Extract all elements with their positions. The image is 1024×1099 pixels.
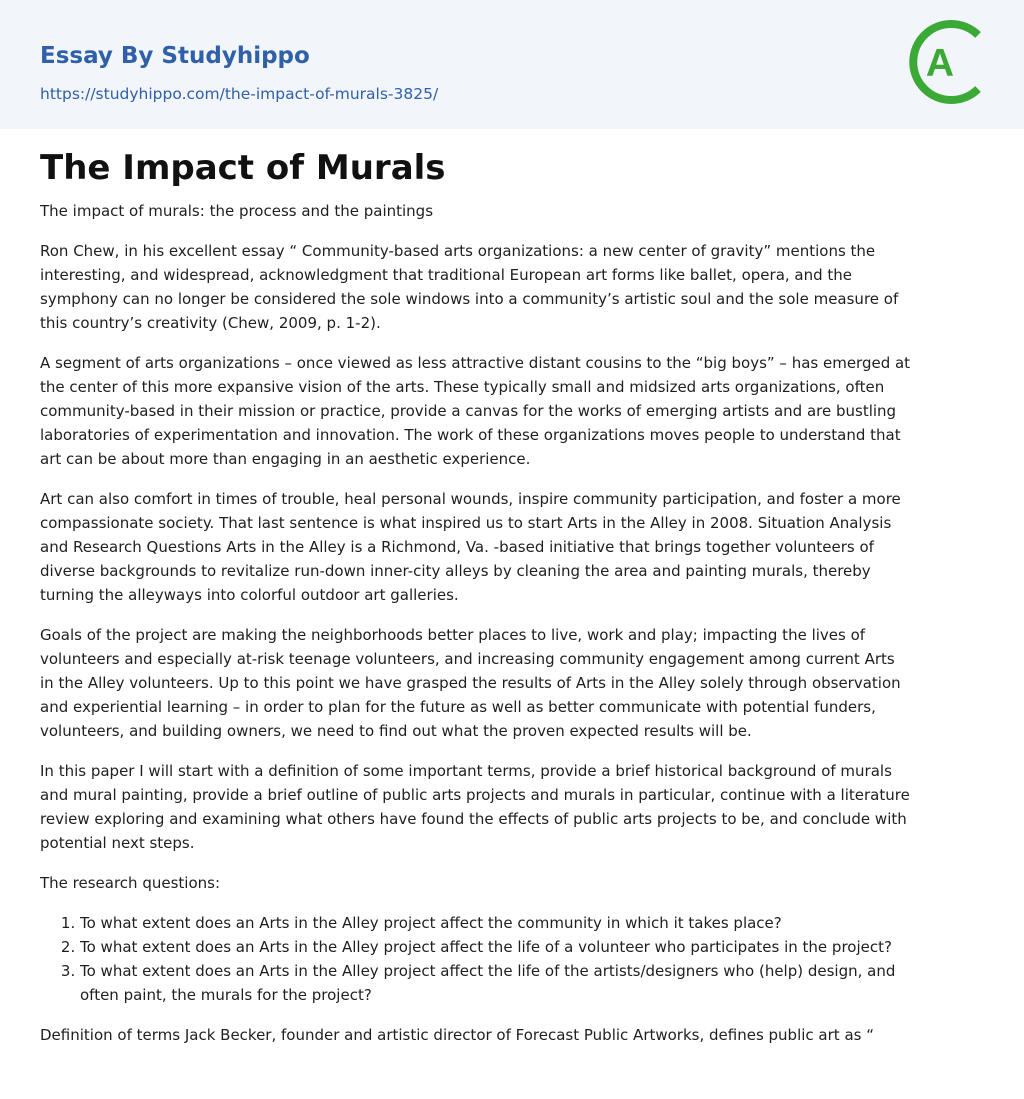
list-item: 2. To what extent does an Arts in the Alley project affect the life of a volunteer who participates in the project?	[80, 935, 984, 959]
logo-letter: A	[925, 42, 955, 85]
essay-subtitle: The impact of murals: the process and the paintings	[40, 202, 434, 220]
paragraph: Art can also comfort in times of trouble, heal personal wounds, inspire community participation, and foster a more compassionate society. That last sentence is what inspired us to start Arts in the Alley in 2008. Situation Analysis and Research Questions Arts in the Alley is a Richmond, Va. -based initiative that brings together volunteers of diverse backgrounds to revitalize run-down inner-city alleys by cleaning the area and painting murals, thereby turning the alleyways into colorful outdoor art galleries.	[40, 490, 901, 604]
research-questions-list	[40, 911, 984, 1007]
paragraph: Goals of the project are making the neighborhoods better places to live, work and play; impacting the lives of volunteers and especially at-risk teenage volunteers, and increasing community engagement among current Arts in the Alley volunteers. Up to this point we have grasped the results of Arts in the Alley solely through observation and experiential learning – in order to plan for the future as well as better communicate with potential funders, volunteers, and building owners, we need to find out what the proven expected results will be.	[40, 626, 901, 740]
list-item: 1. To what extent does an Arts in the Alley project affect the community in which it takes place?	[80, 911, 984, 935]
list-item: 3. To what extent does an Arts in the Alley project affect the life of the artists/designers who (help) design, and often paint, the murals for the project?	[80, 959, 984, 1007]
paragraph: A segment of arts organizations – once viewed as less attractive distant cousins to the “big boys” – has emerged at the center of this more expansive vision of the arts. These typically small and midsized arts organizations, often community-based in their mission or practice, provide a canvas for the works of emerging artists and are bustling laboratories of experimentation and innovation. The work of these organizations moves people to understand that art can be about more than engaging in an aesthetic experience.	[40, 354, 911, 468]
essay-url-link[interactable]: https://studyhippo.com/the-impact-of-murals-3825/	[40, 85, 439, 103]
site-title[interactable]: Essay By Studyhippo	[40, 43, 310, 69]
studyhippo-logo-icon[interactable]	[906, 16, 990, 108]
paragraph: Ron Chew, in his excellent essay “ Community-based arts organizations: a new center of gravity” mentions the interesting, and widespread, acknowledgment that traditional European art forms like ballet, opera, and the symphony can no longer be considered the sole windows into a community’s artistic soul and the sole measure of this country’s creativity (Chew, 2009, p. 1-2).	[40, 242, 899, 332]
paragraph: Definition of terms Jack Becker, founder and artistic director of Forecast Public Artworks, defines public art as “	[40, 1026, 874, 1044]
site-header	[0, 0, 1024, 129]
essay-content	[40, 146, 984, 1047]
page-title: The Impact of Murals	[40, 148, 446, 188]
paragraph: In this paper I will start with a definition of some important terms, provide a brief historical background of murals and mural painting, provide a brief outline of public arts projects and murals in particular, continue with a literature review exploring and examining what others have found the effects of public arts projects to be, and conclude with potential next steps.	[40, 762, 910, 852]
research-questions-heading: The research questions:	[40, 874, 220, 892]
